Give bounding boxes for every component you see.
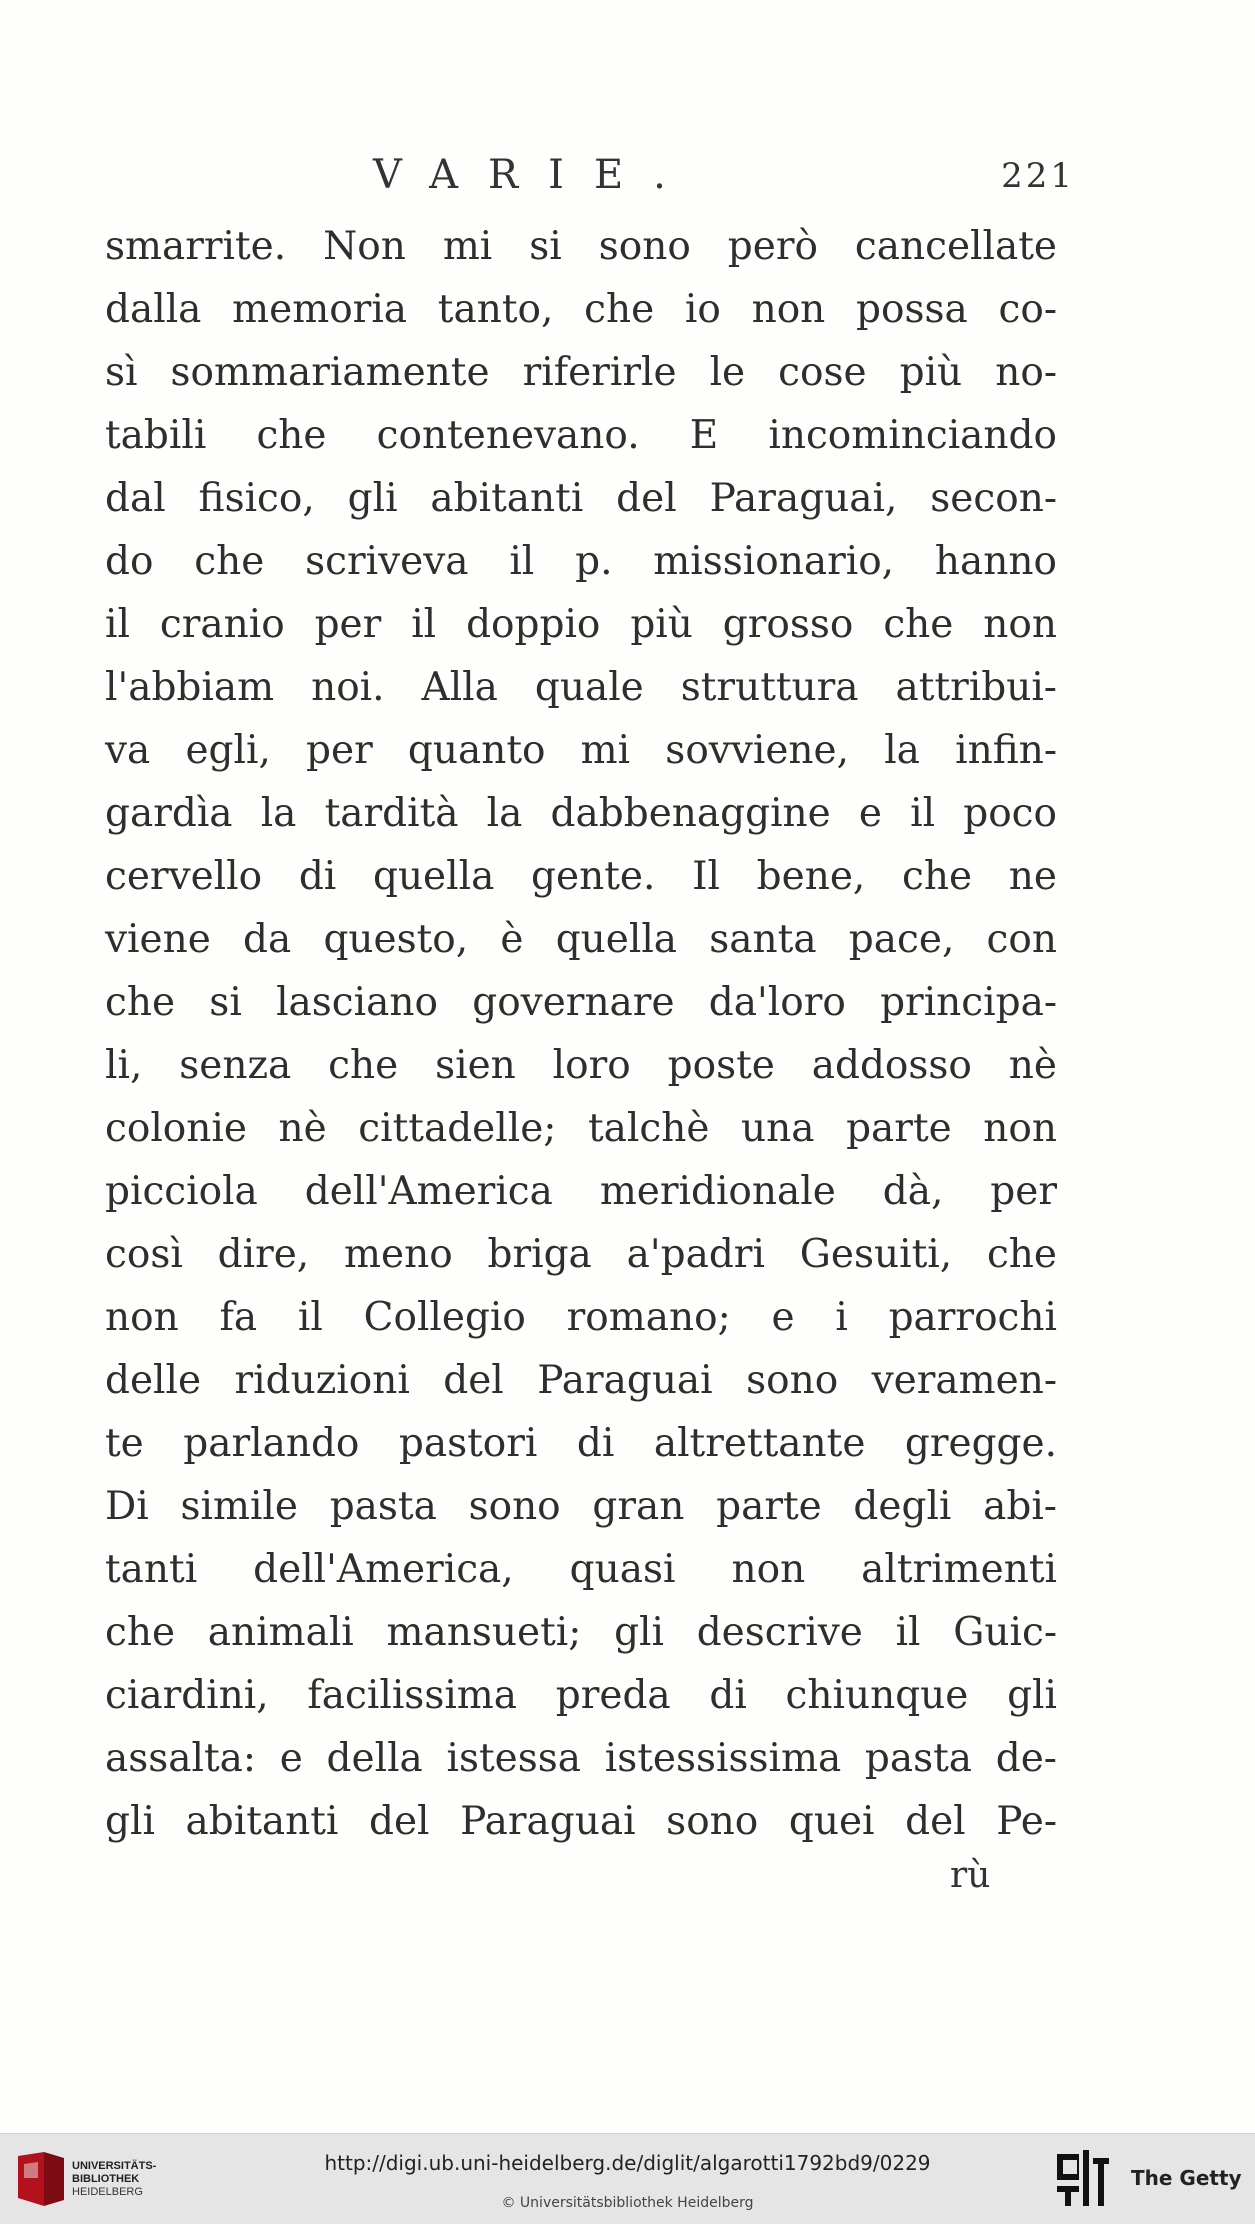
- getty-logo[interactable]: [1055, 2148, 1245, 2210]
- text-line: tanti dell'America, quasi non altrimenti: [105, 1547, 1057, 1592]
- text-line: picciola dell'America meridionale dà, per: [105, 1169, 1057, 1214]
- text-line: dalla memoria tanto, che io non possa co-: [105, 287, 1057, 332]
- running-title: VARIE.: [373, 152, 696, 198]
- text-line: colonie nè cittadelle; talchè una parte non: [105, 1106, 1057, 1151]
- text-line: assalta: e della istessa istessissima pasta de-: [105, 1736, 1057, 1781]
- text-line: cervello di quella gente. Il bene, che ne: [105, 854, 1057, 899]
- text-line: così dire, meno briga a'padri Gesuiti, che: [105, 1232, 1057, 1277]
- text-line: tabili che contenevano. E incominciando: [105, 413, 1057, 458]
- copyright-notice: © Universitätsbibliothek Heidelberg: [501, 2195, 754, 2211]
- page-number: 221: [1001, 156, 1075, 196]
- footer-bar: [0, 2133, 1255, 2224]
- text-line: gli abitanti del Paraguai sono quei del Pe-: [105, 1799, 1057, 1844]
- text-line: gardìa la tardità la dabbenaggine e il poco: [105, 791, 1057, 836]
- text-line: il cranio per il doppio più grosso che non: [105, 602, 1057, 647]
- library-logo-text: HEIDELBERG: [72, 2186, 143, 2198]
- text-line: non fa il Collegio romano; e i parrochi: [105, 1295, 1057, 1340]
- text-line: l'abbiam noi. Alla quale struttura attribui-: [105, 665, 1057, 710]
- text-line: dal fisico, gli abitanti del Paraguai, secon-: [105, 476, 1057, 521]
- text-line: sì sommariamente riferirle le cose più no-: [105, 350, 1057, 395]
- text-line: do che scriveva il p. missionario, hanno: [105, 539, 1057, 584]
- text-line: ciardini, facilissima preda di chiunque gli: [105, 1673, 1057, 1718]
- text-line: che si lasciano governare da'loro principa-: [105, 980, 1057, 1025]
- running-head: [105, 152, 1075, 212]
- permalink-link[interactable]: http://digi.ub.uni-heidelberg.de/diglit/algarotti1792bd9/0229: [324, 2151, 931, 2175]
- body-text: [105, 215, 1057, 1853]
- text-line: va egli, per quanto mi sovviene, la infin-: [105, 728, 1057, 773]
- text-line: te parlando pastori di altrettante gregge.: [105, 1421, 1057, 1466]
- catchword: rù: [950, 1855, 991, 1896]
- text-line: viene da questo, è quella santa pace, con: [105, 917, 1057, 962]
- library-logo-text: UNIVERSITÄTS-: [72, 2160, 157, 2172]
- text-line: li, senza che sien loro poste addosso nè: [105, 1043, 1057, 1088]
- text-line: che animali mansueti; gli descrive il Guic-: [105, 1610, 1057, 1655]
- library-logo-text: BIBLIOTHEK: [72, 2173, 140, 2185]
- text-line: smarrite. Non mi si sono però cancellate: [105, 224, 1057, 269]
- text-line: delle riduzioni del Paraguai sono veramen-: [105, 1358, 1057, 1403]
- text-line: Di simile pasta sono gran parte degli abi-: [105, 1484, 1057, 1529]
- getty-emblem-icon: [1055, 2148, 1111, 2210]
- getty-label: The Getty: [1131, 2166, 1242, 2190]
